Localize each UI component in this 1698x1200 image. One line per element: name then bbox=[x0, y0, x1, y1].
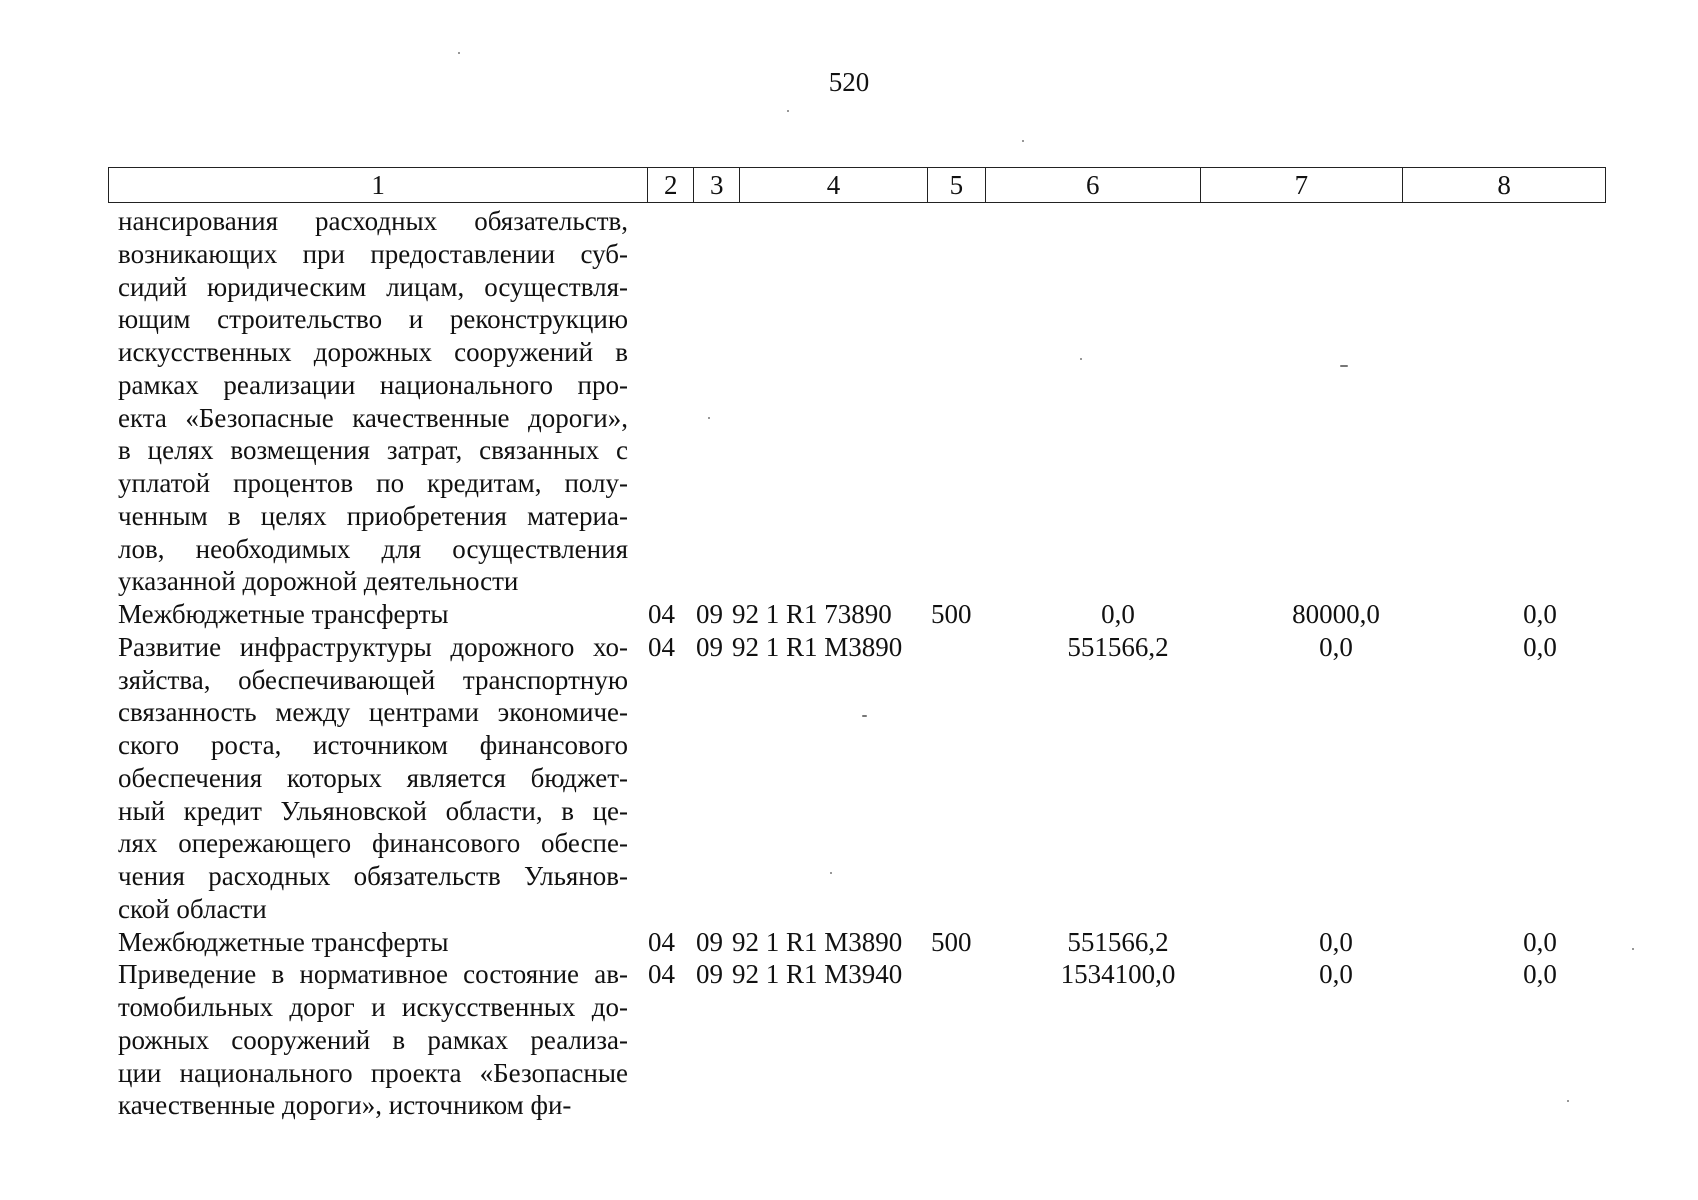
description-line: рамках реализации национального про- bbox=[118, 369, 628, 400]
description-line: ции национального проекта «Безопасные bbox=[118, 1057, 628, 1088]
table-row bbox=[118, 926, 1588, 959]
description-line: рожных сооружений в рамках реализа- bbox=[118, 1024, 628, 1055]
amount-col-6: 0,0 bbox=[1101, 599, 1135, 629]
amount-col-7: 0,0 bbox=[1319, 959, 1353, 990]
description-line: ченным в целях приобретения материа- bbox=[118, 500, 628, 531]
header-col-2: 2 bbox=[648, 168, 694, 202]
description-line: лов, необходимых для осуществления bbox=[118, 533, 628, 564]
description-line: Приведение в нормативное состояние ав- bbox=[118, 959, 628, 990]
header-col-8: 8 bbox=[1497, 170, 1511, 200]
description-line: ный кредит Ульяновской области, в це- bbox=[118, 795, 628, 826]
description-line: ской области bbox=[118, 893, 267, 924]
section-code: 04 bbox=[648, 926, 675, 957]
header-col-6: 6 bbox=[986, 168, 1201, 202]
target-article-code: 92 1 R1 M3890 bbox=[732, 926, 903, 957]
amount-col-6: 551566,2 bbox=[1067, 926, 1169, 957]
description-line: ского роста, источником финансового bbox=[118, 730, 628, 760]
table-row bbox=[118, 958, 1588, 1122]
header-col-5: 5 bbox=[928, 168, 986, 202]
scan-speck bbox=[1632, 948, 1634, 950]
table-row bbox=[118, 205, 1588, 598]
amount-col-8: 0,0 bbox=[1523, 631, 1557, 662]
subsection-code: 09 bbox=[696, 926, 723, 957]
subsection-code: 09 bbox=[696, 631, 723, 662]
section-code: 04 bbox=[648, 599, 675, 629]
description-line: зяйства, обеспечивающей транспортную bbox=[118, 664, 628, 695]
description-line: чения расходных обязательств Ульянов- bbox=[118, 861, 628, 891]
header-col-7: 7 bbox=[1201, 168, 1404, 202]
description-line: ющим строительство и реконструкцию bbox=[118, 304, 628, 335]
table-row bbox=[118, 598, 1588, 631]
description-line: связанность между центрами экономиче- bbox=[118, 697, 628, 728]
amount-col-8: 0,0 bbox=[1523, 926, 1557, 957]
description-line: лях опережающего финансового обеспе- bbox=[118, 828, 628, 859]
scan-speck bbox=[1022, 140, 1024, 142]
amount-col-7: 0,0 bbox=[1319, 631, 1353, 662]
description-line: уплатой процентов по кредитам, полу- bbox=[118, 468, 628, 498]
scan-speck bbox=[458, 52, 460, 54]
scan-speck bbox=[1340, 365, 1348, 367]
section-code: 04 bbox=[648, 631, 675, 662]
description-line: обеспечения которых является бюджет- bbox=[118, 762, 628, 793]
description-line: указанной дорожной деятельности bbox=[118, 566, 519, 597]
scan-speck bbox=[862, 715, 867, 717]
amount-col-6: 551566,2 bbox=[1067, 631, 1169, 662]
header-col-1: 1 bbox=[109, 168, 648, 202]
table-body bbox=[118, 205, 1588, 1122]
target-article-code: 92 1 R1 M3890 bbox=[732, 631, 903, 662]
description-line: екта «Безопасные качественные дороги», bbox=[118, 402, 628, 433]
header-col-3: 3 bbox=[694, 168, 740, 202]
row-description bbox=[118, 205, 628, 598]
description-line: Развитие инфраструктуры дорожного хо- bbox=[118, 631, 628, 662]
row-description bbox=[118, 598, 628, 631]
subsection-code: 09 bbox=[696, 959, 723, 990]
table-row bbox=[118, 631, 1588, 926]
scan-speck bbox=[1567, 1100, 1569, 1102]
amount-col-8: 0,0 bbox=[1523, 599, 1557, 629]
scan-speck bbox=[830, 872, 832, 874]
description-line: в целях возмещения затрат, связанных с bbox=[118, 435, 628, 466]
page-number: 520 bbox=[828, 67, 870, 97]
description-line: Межбюджетные трансферты bbox=[118, 599, 449, 629]
description-line: возникающих при предоставлении суб- bbox=[118, 238, 628, 269]
table-header bbox=[108, 167, 1606, 203]
row-description bbox=[118, 958, 628, 1122]
description-line: томобильных дорог и искусственных до- bbox=[118, 992, 628, 1022]
header-col-4: 4 bbox=[740, 168, 928, 202]
section-code: 04 bbox=[648, 959, 675, 990]
amount-col-8: 0,0 bbox=[1523, 959, 1557, 990]
target-article-code: 92 1 R1 73890 bbox=[732, 599, 892, 629]
scan-speck bbox=[787, 110, 789, 112]
description-line: нансирования расходных обязательств, bbox=[118, 206, 628, 236]
amount-col-7: 0,0 bbox=[1319, 926, 1353, 957]
description-line: качественные дороги», источником фи- bbox=[118, 1090, 572, 1121]
description-line: Межбюджетные трансферты bbox=[118, 926, 449, 957]
description-line: сидий юридическим лицам, осуществля- bbox=[118, 271, 628, 302]
expense-type-code: 500 bbox=[931, 599, 972, 629]
row-description bbox=[118, 631, 628, 926]
row-description bbox=[118, 926, 628, 959]
amount-col-7: 80000,0 bbox=[1292, 599, 1380, 629]
expense-type-code: 500 bbox=[931, 926, 972, 957]
scan-speck bbox=[1080, 358, 1082, 360]
description-line: искусственных дорожных сооружений в bbox=[118, 337, 628, 367]
target-article-code: 92 1 R1 M3940 bbox=[732, 959, 903, 990]
scan-speck bbox=[708, 417, 710, 419]
subsection-code: 09 bbox=[696, 599, 723, 629]
amount-col-6: 1534100,0 bbox=[1060, 959, 1176, 990]
